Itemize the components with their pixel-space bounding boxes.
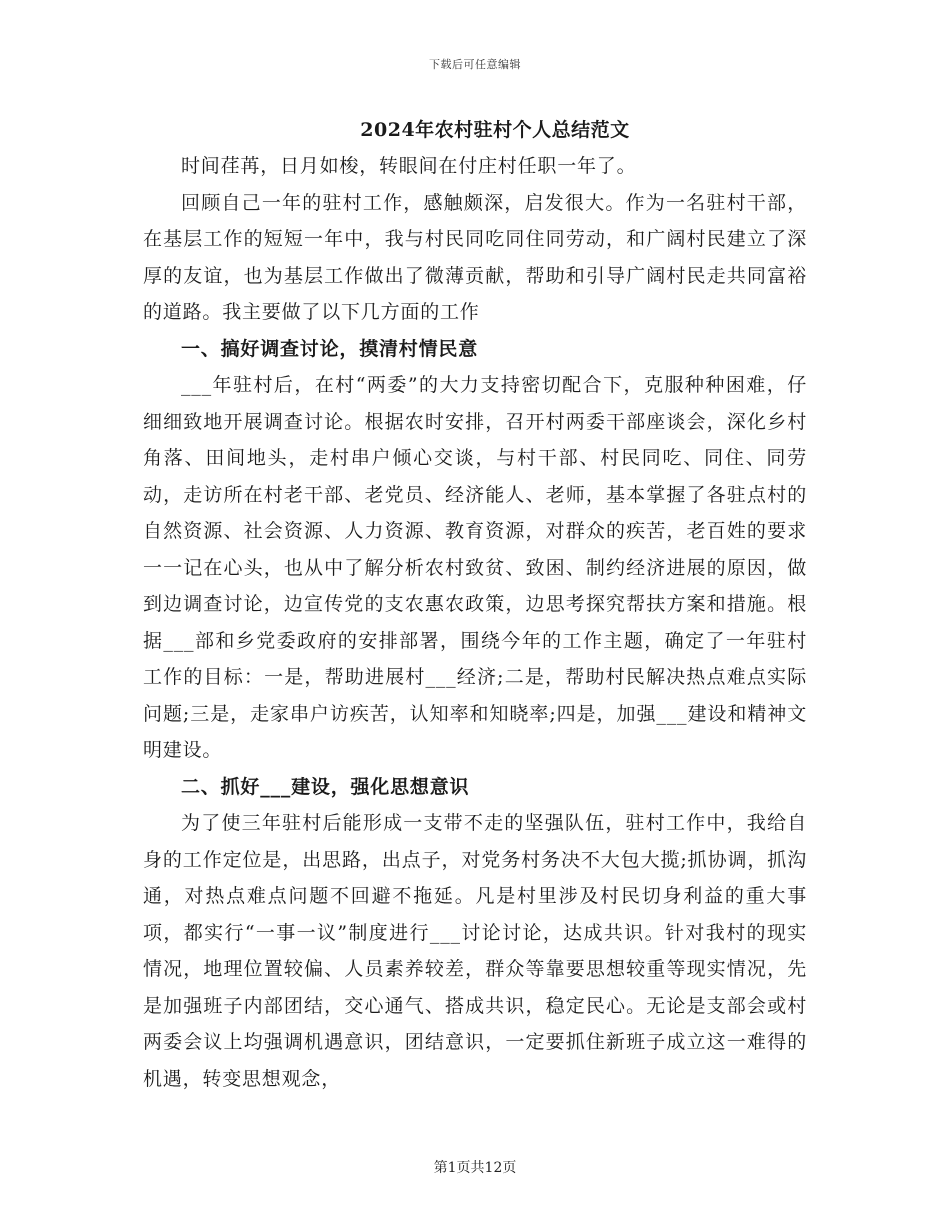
paragraph-section-2: 为了使三年驻村后能形成一支带不走的坚强队伍，驻村工作中，我给自身的工作定位是，出思路，出点子，对党务村务决不大包大揽;抓协调，抓沟通，对热点难点问题不回避不拖延。凡是村里涉及村民切身利益的重大事项，都实行“一事一议”制度进行___讨论讨论，达成共识。针对我村的现实情况，地理位置较偏、人员素养较差，群众等靠要思想较重等现实情况，先是加强班子内部团结，交心通气、搭成共识，稳定民心。无论是支部会或村两委会议上均强调机遇意识，团结意识，一定要抓住新班子成立这一难得的机遇，转变思想观念， [143, 812, 807, 1090]
document-title: 2024年农村驻村个人总结范文 [360, 119, 630, 141]
section-heading-2: 二、抓好___建设，强化思想意识 [181, 775, 470, 798]
document-body [143, 112, 807, 1097]
page-header-note: 下载后可任意编辑 [429, 58, 521, 71]
paragraph-section-1: ___年驻村后，在村“两委”的大力支持密切配合下，克服种种困难，仔细细致地开展调查讨论。根据农时安排，召开村两委干部座谈会，深化乡村角落、田间地头，走村串户倾心交谈，与村干部、村民同吃、同住、同劳动，走访所在村老干部、老党员、经济能人、老师，基本掌握了各驻点村的自然资源、社会资源、人力资源、教育资源，对群众的疾苦，老百姓的要求一一记在心头，也从中了解分析农村致贫、致困、制约经济进展的原因，做到边调查讨论，边宣传党的支农惠农政策，边思考探究帮扶方案和措施。根据___部和乡党委政府的安排部署，围绕今年的工作主题，确定了一年驻村工作的目标：一是，帮助进展村___经济;二是，帮助村民解决热点难点实际问题;三是，走家串户访疾苦，认知率和知晓率;四是，加强___建设和精神文明建设。 [143, 374, 807, 761]
paragraph-review: 回顾自己一年的驻村工作，感触颇深，启发很大。作为一名驻村干部，在基层工作的短短一年中，我与村民同吃同住同劳动，和广阔村民建立了深厚的友谊，也为基层工作做出了微薄贡献，帮助和引导广阔村民走共同富裕的道路。我主要做了以下几方面的工作 [143, 191, 807, 323]
paragraph-intro: 时间荏苒，日月如梭，转眼间在付庄村任职一年了。 [181, 155, 637, 177]
page-footer-indicator: 第1页共12页 [433, 1160, 517, 1176]
section-heading-1: 一、搞好调查讨论，摸清村情民意 [181, 337, 479, 360]
